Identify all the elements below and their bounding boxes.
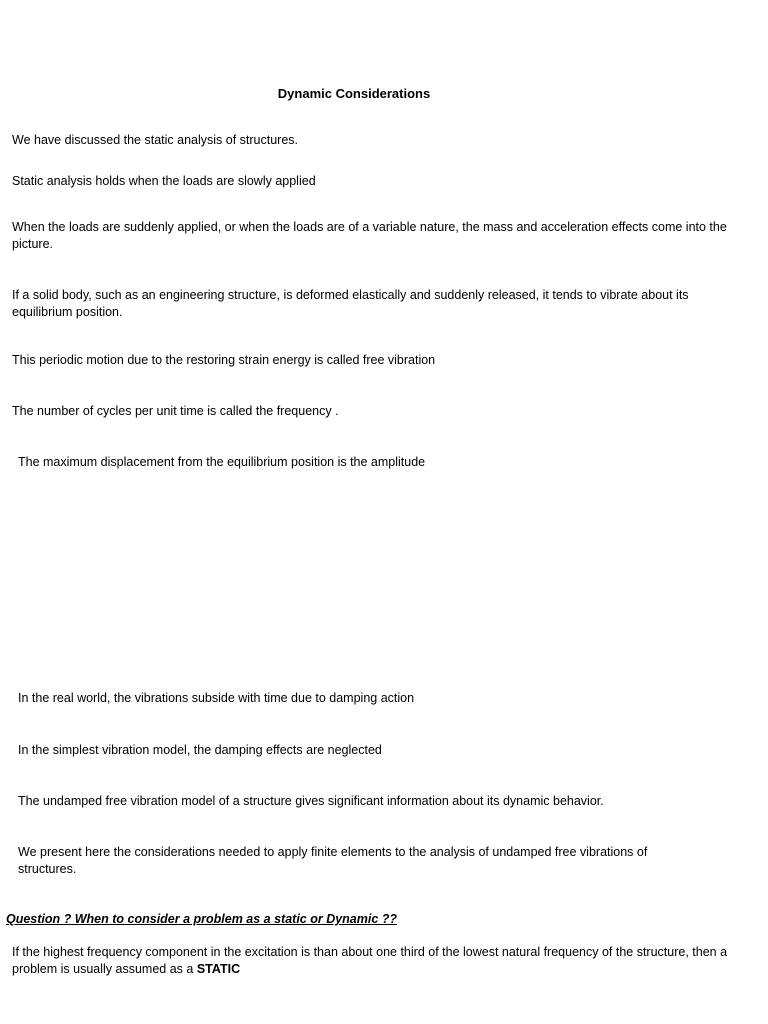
paragraph-amplitude: The maximum displacement from the equilibrium position is the amplitude bbox=[18, 455, 426, 469]
paragraph-sudden-loads: When the loads are suddenly applied, or when the loads are of a variable nature, the mass and acceleration effects come into the picture. bbox=[12, 220, 727, 251]
question-heading: Question ? When to consider a problem as a static or Dynamic ?? bbox=[6, 912, 398, 926]
answer-emphasis: STATIC bbox=[196, 962, 241, 976]
answer-text: If the highest frequency component in the excitation is than about one third of the lowest natural frequency of the structure, then a problem is usually assumed as a bbox=[12, 945, 728, 976]
paragraph-simplest-model: In the simplest vibration model, the damping effects are neglected bbox=[18, 743, 382, 757]
page-title: Dynamic Considerations bbox=[277, 86, 431, 101]
paragraph-solid-body: If a solid body, such as an engineering structure, is deformed elastically and suddenly released, it tends to vibrate about its equilibrium position. bbox=[12, 288, 689, 319]
paragraph-slow-loads: Static analysis holds when the loads are slowly applied bbox=[12, 174, 316, 188]
paragraph-frequency: The number of cycles per unit time is called the frequency . bbox=[12, 404, 339, 418]
paragraph-static-analysis: We have discussed the static analysis of structures. bbox=[12, 133, 299, 147]
paragraph-free-vibration: This periodic motion due to the restoring strain energy is called free vibration bbox=[12, 353, 436, 367]
paragraph-answer bbox=[12, 944, 756, 978]
paragraph-damping-action: In the real world, the vibrations subside with time due to damping action bbox=[18, 691, 415, 705]
paragraph-undamped-model: The undamped free vibration model of a structure gives significant information about its dynamic behavior. bbox=[18, 794, 604, 808]
paragraph-finite-elements: We present here the considerations needed to apply finite elements to the analysis of undamped free vibrations of structures. bbox=[18, 845, 648, 876]
